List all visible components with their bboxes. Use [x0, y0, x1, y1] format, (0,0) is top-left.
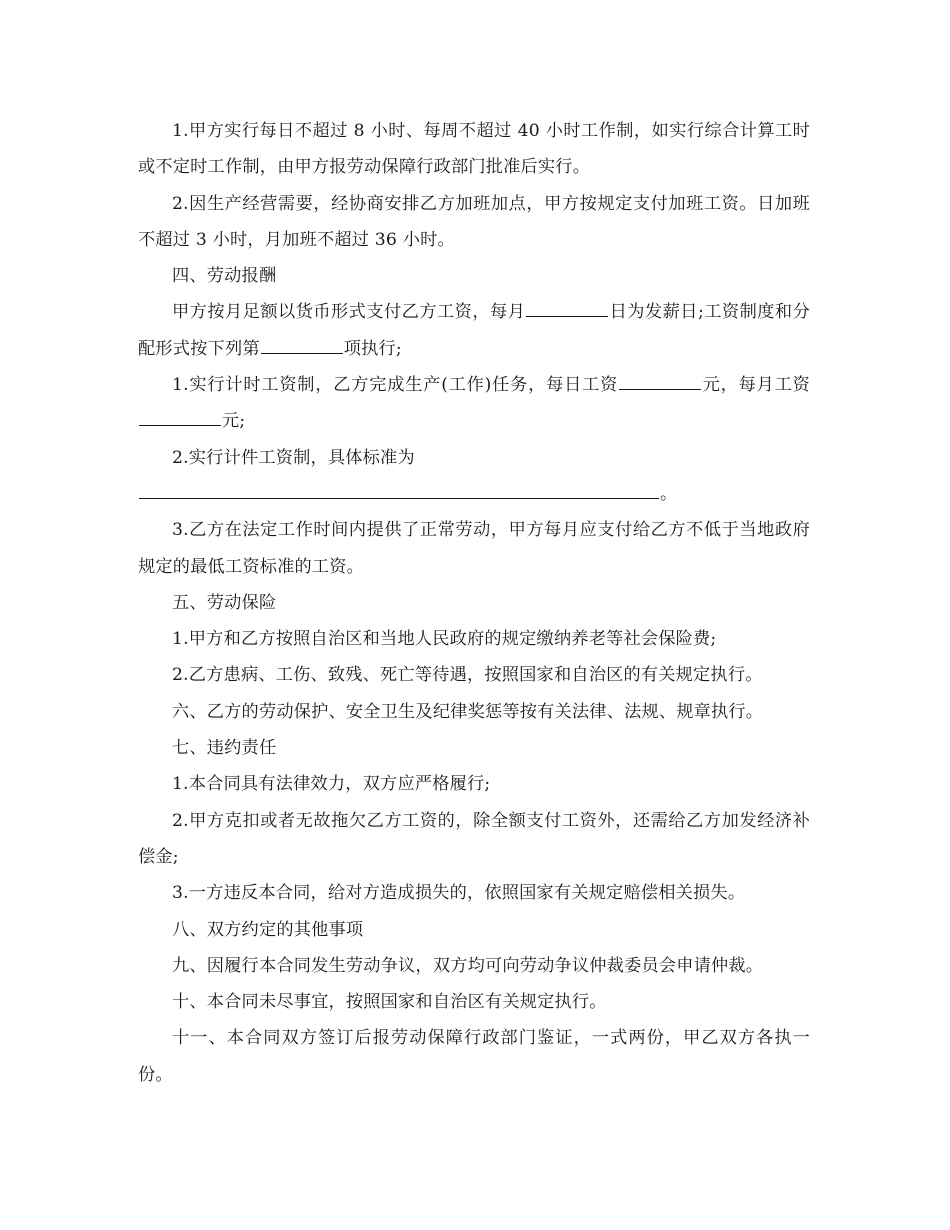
clause-text: 日为发薪日;工资制度和分配形式按下列第 — [138, 302, 810, 359]
clause-overtime — [138, 186, 810, 259]
clause-text: 3.一方违反本合同，给对方造成损失的，依照国家有关规定赔偿相关损失。 — [172, 883, 746, 904]
clause-payment — [138, 294, 810, 367]
fill-blank-monthly-wage — [139, 424, 221, 426]
section-heading-text: 五、劳动保险 — [172, 592, 277, 613]
fill-blank-daily-wage — [619, 388, 701, 390]
section-heading-breach — [138, 730, 810, 766]
clause-text: 项执行; — [343, 338, 402, 359]
section-heading-text: 六、乙方的劳动保护、安全卫生及纪律奖惩等按有关法律、法规、规章执行。 — [172, 701, 764, 722]
section-heading-labor-protection — [138, 694, 810, 730]
clause-compensation — [138, 875, 810, 911]
clause-text: 3.乙方在法定工作时间内提供了正常劳动，甲方每月应支付给乙方不低于当地政府规定的最低工资标准的工资。 — [138, 520, 810, 577]
section-heading-text: 四、劳动报酬 — [172, 266, 277, 287]
fill-blank-payday — [526, 315, 608, 317]
clause-social-insurance — [138, 621, 810, 657]
clause-text: 。 — [660, 483, 678, 504]
section-heading-copies — [138, 1020, 810, 1093]
clause-wage-deduction — [138, 803, 810, 876]
clause-minimum-wage — [138, 512, 810, 585]
section-heading-unresolved — [138, 984, 810, 1020]
clause-text: 1.甲方实行每日不超过 8 小时、每周不超过 40 小时工作制，如实行综合计算工时或不定时工作制，由甲方报劳动保障行政部门批准后实行。 — [138, 121, 810, 178]
clause-text: 元; — [222, 411, 246, 432]
document-page — [138, 113, 810, 1093]
section-heading-text: 七、违约责任 — [172, 738, 277, 759]
clause-time-wage — [138, 367, 810, 440]
clause-text: 1.实行计时工资制，乙方完成生产(工作)任务，每日工资 — [172, 375, 619, 396]
section-heading-remuneration — [138, 258, 810, 294]
section-heading-text: 十、本合同未尽事宜，按照国家和自治区有关规定执行。 — [172, 992, 607, 1013]
clause-text: 2.因生产经营需要，经协商安排乙方加班加点，甲方按规定支付加班工资。日加班不超过 3 小时，月加班不超过 36 小时。 — [138, 193, 810, 250]
clause-text: 元，每月工资 — [702, 375, 810, 396]
clause-text: 甲方按月足额以货币形式支付乙方工资，每月 — [172, 302, 526, 323]
section-heading-text: 九、因履行本合同发生劳动争议，双方均可向劳动争议仲裁委员会申请仲裁。 — [172, 955, 764, 976]
clause-legal-effect — [138, 766, 810, 802]
clause-work-hours — [138, 113, 810, 186]
clause-text: 1.甲方和乙方按照自治区和当地人民政府的规定缴纳养老等社会保险费; — [172, 629, 717, 650]
clause-text: 1.本合同具有法律效力，双方应严格履行; — [172, 774, 491, 795]
clause-text: 2.实行计件工资制，具体标准为 — [172, 447, 415, 468]
section-heading-dispute — [138, 948, 810, 984]
section-heading-text: 八、双方约定的其他事项 — [172, 919, 364, 940]
section-heading-other-matters — [138, 912, 810, 948]
clause-text: 2.甲方克扣或者无故拖欠乙方工资的，除全额支付工资外，还需给乙方加发经济补偿金; — [138, 810, 810, 867]
section-heading-text: 十一、本合同双方签订后报劳动保障行政部门鉴证，一式两份，甲乙双方各执一份。 — [138, 1028, 810, 1085]
fill-blank-item-number — [261, 352, 343, 354]
section-heading-insurance — [138, 585, 810, 621]
clause-illness-injury — [138, 657, 810, 693]
fill-blank-piece-standard — [139, 497, 659, 499]
clause-text: 2.乙方患病、工伤、致残、死亡等待遇，按照国家和自治区的有关规定执行。 — [172, 665, 763, 686]
clause-piece-wage — [138, 440, 810, 476]
clause-piece-wage-blank-line — [138, 476, 810, 512]
